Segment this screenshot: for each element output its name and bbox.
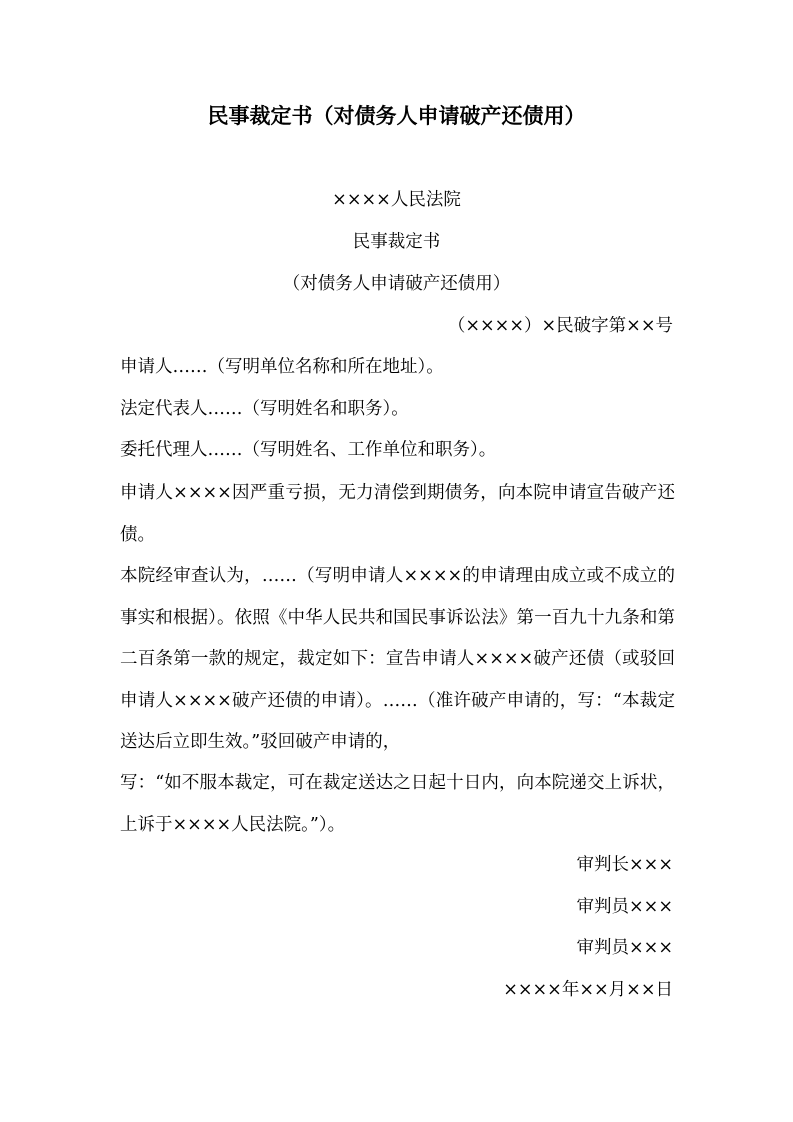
judge-signature-2: 审判员×××: [576, 938, 673, 958]
legal-representative-line: 法定代表人……（写明姓名和职务）。: [120, 399, 409, 419]
paragraph-ruling: 本院经审查认为，……（写明申请人××××的申请理由成立或不成立的事实和根据）。依照《中华人民共和国民事诉讼法》第一百九十九条和第二百条第一款的规定，裁定如下：宣告申请人××××破产还债（或驳回申请人××××破产还债的申请）。……（准许破产申请的，写：“本裁定送达后立即生效。”驳回破产申请的，: [120, 566, 675, 752]
document-type: 民事裁定书: [352, 232, 441, 252]
paragraph-appeal-notice: 写：“如不服本裁定，可在裁定送达之日起十日内，向本院递交上诉状，上诉于××××人民法院。”）。: [120, 773, 675, 835]
paragraph-application: 申请人××××因严重亏损，无力清偿到期债务，向本院申请宣告破产还债。: [120, 483, 675, 545]
document-subtitle: （对债务人申请破产还债用）: [282, 274, 511, 294]
case-number: （××××）×民破字第××号: [447, 316, 673, 336]
document-date: ××××年××月××日: [503, 980, 673, 1000]
chief-judge-signature: 审判长×××: [576, 855, 673, 875]
agent-line: 委托代理人……（写明姓名、工作单位和职务）。: [120, 440, 497, 460]
applicant-line: 申请人……（写明单位名称和所在地址）。: [120, 357, 444, 377]
document-title: 民事裁定书（对债务人申请破产还债用）: [207, 103, 586, 128]
court-name: ××××人民法院: [332, 190, 461, 210]
judge-signature-1: 审判员×××: [576, 897, 673, 917]
